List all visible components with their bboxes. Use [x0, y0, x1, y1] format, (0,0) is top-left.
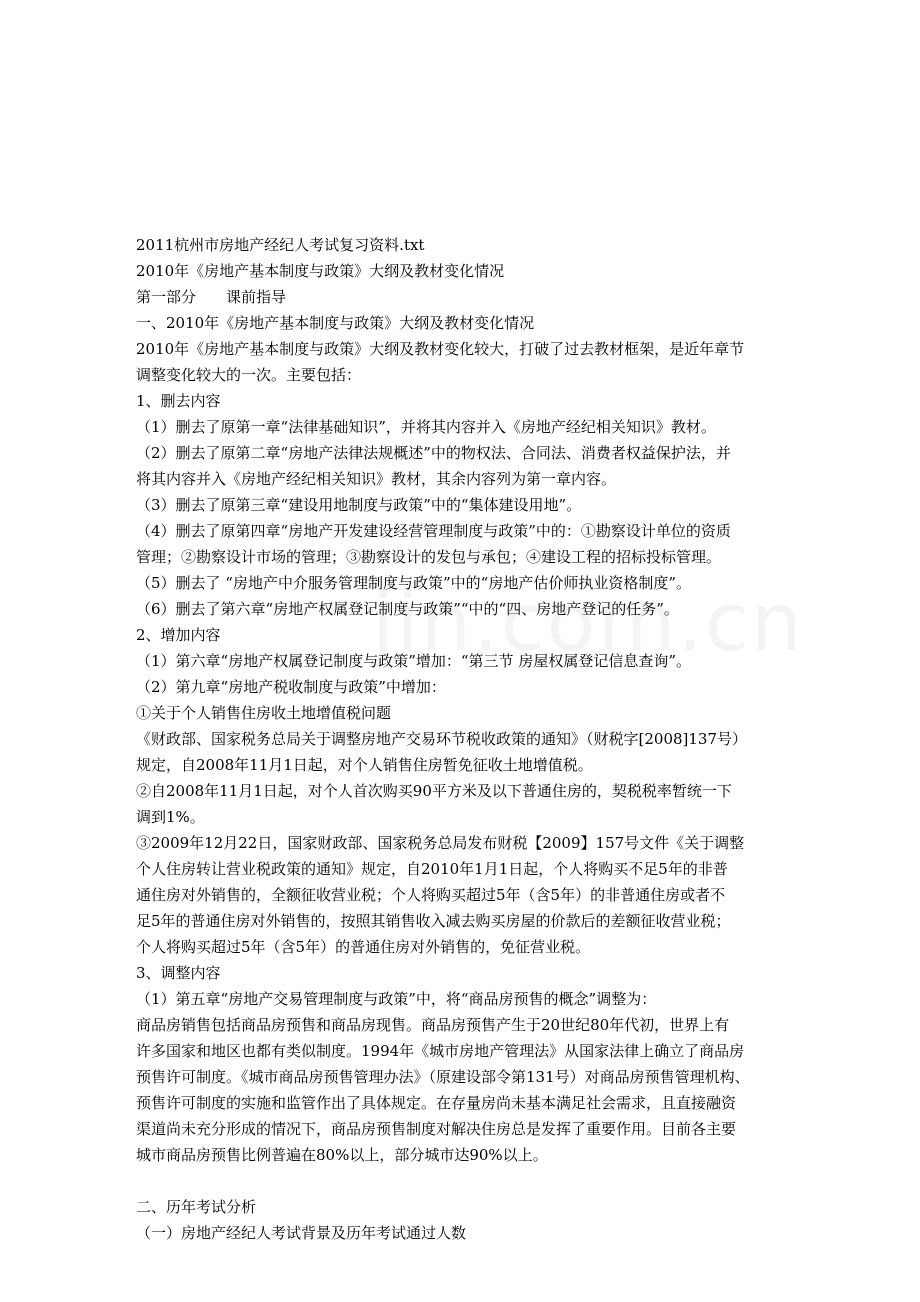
text-line: 1、删去内容	[136, 392, 221, 410]
text-line: 3、调整内容	[136, 964, 221, 982]
text-line: （4）删去了原第四章“房地产开发建设经营管理制度与政策”中的：①勘察设计单位的资质	[136, 522, 731, 540]
text-line: 一、2010年《房地产基本制度与政策》大纲及教材变化情况	[136, 314, 535, 332]
text-line: 通住房对外销售的，全额征收营业税；个人将购买超过5年（含5年）的非普通住房或者不	[136, 886, 726, 904]
text-line: 第一部分 课前指导	[136, 288, 287, 306]
text-line: 《财政部、国家税务总局关于调整房地产交易环节税收政策的通知》（财税字[2008]137号）	[136, 730, 748, 748]
text-line: 规定，自2008年11月1日起，对个人销售住房暂免征收土地增值税。	[136, 756, 593, 774]
text-line: 管理；②勘察设计市场的管理；③勘察设计的发包与承包；④建设工程的招标投标管理。	[136, 548, 722, 566]
text-line: 城市商品房预售比例普遍在80%以上，部分城市达90%以上。	[136, 1146, 548, 1164]
text-line: （3）删去了原第三章“建设用地制度与政策”中的“集体建设用地”。	[136, 496, 582, 514]
text-line: 2010年《房地产基本制度与政策》大纲及教材变化情况	[136, 262, 505, 280]
text-line: （2）删去了原第二章“房地产法律法规概述”中的物权法、合同法、消费者权益保护法，并	[136, 444, 731, 462]
text-line: （1）删去了原第一章“法律基础知识”，并将其内容并入《房地产经纪相关知识》教材。	[136, 418, 716, 436]
text-line: 许多国家和地区也都有类似制度。1994年《城市房地产管理法》从国家法律上确立了商品房	[136, 1042, 745, 1060]
text-line: （5）删去了 “房地产中介服务管理制度与政策”中的“房地产估价师执业资格制度”。	[136, 574, 691, 592]
text-line: 调整变化较大的一次。主要包括：	[136, 366, 362, 384]
text-line: 足5年的普通住房对外销售的，按照其销售收入减去购买房屋的价款后的差额征收营业税；	[136, 912, 731, 930]
text-line: （2）第九章“房地产税收制度与政策”中增加：	[136, 678, 446, 696]
text-line: 二、历年考试分析	[136, 1198, 257, 1216]
text-line: ①关于个人销售住房收土地增值税问题	[136, 704, 392, 722]
text-line: 个人将购买超过5年（含5年）的普通住房对外销售的，免征营业税。	[136, 938, 591, 956]
text-line: 调到1%。	[136, 808, 205, 826]
text-line: 预售许可制度的实施和监管作出了具体规定。在存量房尚未基本满足社会需求，且直接融资	[136, 1094, 737, 1112]
text-line: （1）第五章“房地产交易管理制度与政策”中，将“商品房预售的概念”调整为：	[136, 990, 657, 1008]
text-line: 2、增加内容	[136, 626, 221, 644]
document-lines	[136, 258, 800, 1246]
text-line: 渠道尚未充分形成的情况下，商品房预售制度对解决住房总是发挥了重要作用。目前各主要	[136, 1120, 737, 1138]
text-line: （1）第六章“房地产权属登记制度与政策”增加：“第三节 房屋权属登记信息查询”。	[136, 652, 691, 670]
text-line: 预售许可制度。《城市商品房预售管理办法》（原建设部令第131号）对商品房预售管理机构、	[136, 1068, 750, 1086]
text-line: 将其内容并入《房地产经纪相关知识》教材，其余内容列为第一章内容。	[136, 470, 617, 488]
text-line: 个人住房转让营业税政策的通知》规定，自2010年1月1日起，个人将购买不足5年的非普	[136, 860, 728, 878]
text-line: 2010年《房地产基本制度与政策》大纲及教材变化较大，打破了过去教材框架，是近年章节	[136, 340, 745, 358]
text-line: ②自2008年11月1日起，对个人首次购买90平方米及以下普通住房的，契税税率暂统一下	[136, 782, 732, 800]
text-line: （一）房地产经纪人考试背景及历年考试通过人数	[136, 1224, 467, 1242]
text-line: （6）删去了第六章“房地产权属登记制度与政策”“中的“四、房地产登记的任务”。	[136, 600, 679, 618]
blank-line	[136, 1168, 800, 1194]
document-title: 2011杭州市房地产经纪人考试复习资料.txt	[136, 236, 425, 254]
document-body	[136, 232, 800, 1246]
text-line: 商品房销售包括商品房预售和商品房现售。商品房预售产生于20世纪80年代初，世界上有	[136, 1016, 730, 1034]
text-line: ③2009年12月22日，国家财政部、国家税务总局发布财税【2009】157号文件《关于调整	[136, 834, 745, 852]
